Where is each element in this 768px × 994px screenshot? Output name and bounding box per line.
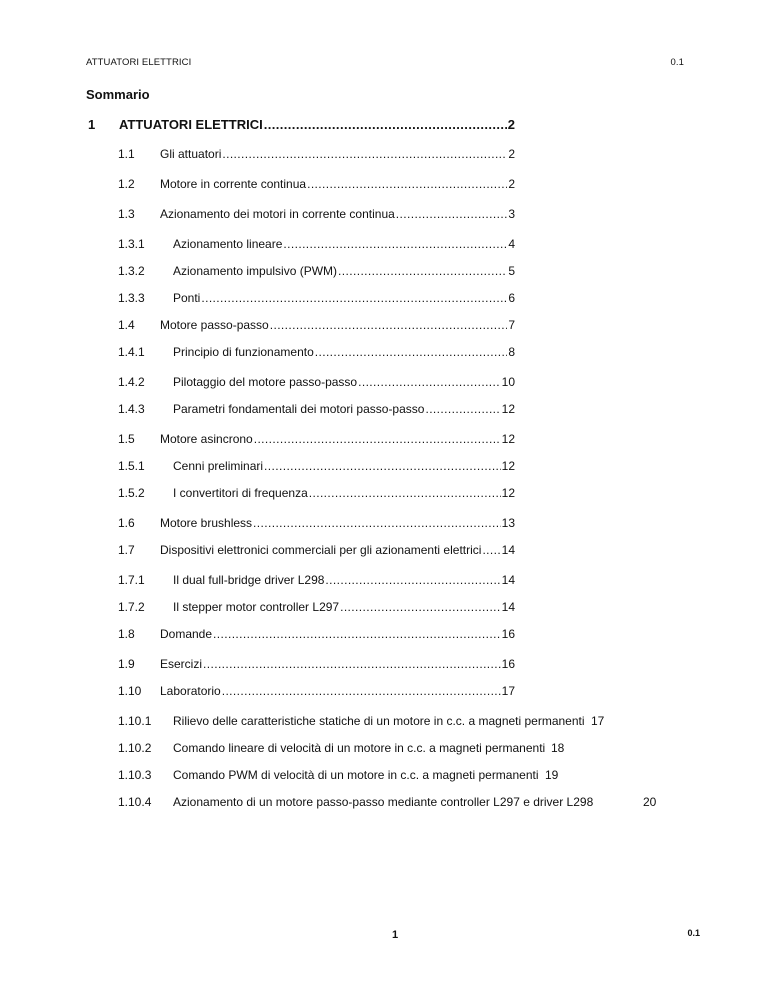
toc-entry[interactable] xyxy=(0,237,768,253)
toc-entry-label: Motore brushless xyxy=(160,516,253,530)
toc-entry-link[interactable] xyxy=(173,375,515,389)
toc-entry-label: Il stepper motor controller L297 xyxy=(173,600,340,614)
toc-leader-dots xyxy=(307,177,507,191)
toc-entry-page: 2 xyxy=(507,117,515,132)
page-number: 1 xyxy=(392,929,399,941)
footer-version: 0.1 xyxy=(687,928,700,938)
toc-entry-number: 1.5.1 xyxy=(118,459,145,473)
toc-leader-dots xyxy=(425,402,500,416)
toc-entry-link[interactable] xyxy=(160,684,515,698)
toc-entry[interactable] xyxy=(0,117,768,133)
toc-entry[interactable] xyxy=(0,795,768,811)
toc-entry-number: 1.6 xyxy=(118,516,135,530)
toc-entry-label[interactable]: Comando PWM di velocità di un motore in c.c. a magneti permanenti xyxy=(173,768,539,782)
toc-entry-link[interactable] xyxy=(173,264,515,278)
toc-entry-number: 1.10.4 xyxy=(118,795,152,809)
toc-entry-label: Domande xyxy=(160,627,213,641)
toc-entry-link[interactable] xyxy=(160,516,515,530)
toc-entry-link[interactable] xyxy=(173,291,515,305)
toc-entry-link[interactable] xyxy=(160,543,515,557)
toc-entry-page: 16 xyxy=(501,657,515,671)
toc-entry-page: 17 xyxy=(501,684,515,698)
toc-leader-dots xyxy=(338,264,507,278)
toc-entry-label: I convertitori di frequenza xyxy=(173,486,308,500)
toc-leader-dots xyxy=(222,147,507,161)
toc-entry-number: 1.8 xyxy=(118,627,135,641)
toc-leader-dots xyxy=(315,345,508,359)
toc-entry-number: 1.4.2 xyxy=(118,375,145,389)
toc-entry-page: 2 xyxy=(508,147,515,161)
toc-entry[interactable] xyxy=(0,147,768,163)
toc-entry-page: 6 xyxy=(508,291,515,305)
toc-leader-dots xyxy=(203,657,501,671)
toc-entry-label: Dispositivi elettronici commerciali per gli azionamenti elettrici xyxy=(160,543,482,557)
toc-entry-page: 4 xyxy=(508,237,515,251)
toc-entry-link[interactable] xyxy=(173,600,515,614)
toc-leader-dots xyxy=(254,432,501,446)
toc-entry-link[interactable] xyxy=(160,318,515,332)
toc-entry-number: 1.10 xyxy=(118,684,142,698)
toc-entry-page: 14 xyxy=(501,600,515,614)
toc-entry-page: 3 xyxy=(508,207,515,221)
toc-entry-label: Esercizi xyxy=(160,657,203,671)
toc-entry-label: Ponti xyxy=(173,291,201,305)
toc-entry-link[interactable] xyxy=(173,237,515,251)
toc-entry-link[interactable] xyxy=(173,402,515,416)
toc-entry[interactable] xyxy=(0,516,768,532)
toc-entry[interactable] xyxy=(0,768,768,784)
toc-leader-dots xyxy=(325,573,500,587)
toc-entry[interactable] xyxy=(0,375,768,391)
toc-entry-label: Azionamento impulsivo (PWM) xyxy=(173,264,338,278)
toc-entry-link[interactable] xyxy=(119,117,515,132)
toc-leader-dots xyxy=(340,600,501,614)
toc-entry-number: 1.1 xyxy=(118,147,135,161)
toc-entry-number: 1.7 xyxy=(118,543,135,557)
toc-leader-dots xyxy=(270,318,508,332)
toc-entry-label: Principio di funzionamento xyxy=(173,345,314,359)
toc-entry-page: 16 xyxy=(501,627,515,641)
toc-entry[interactable] xyxy=(0,573,768,589)
toc-entry[interactable] xyxy=(0,291,768,307)
toc-entry-label: Azionamento lineare xyxy=(173,237,283,251)
toc-entry-label[interactable]: Rilievo delle caratteristiche statiche di un motore in c.c. a magneti permanenti xyxy=(173,714,585,728)
toc-entry-label[interactable]: Comando lineare di velocità di un motore in c.c. a magneti permanenti xyxy=(173,741,546,755)
toc-entry-link[interactable] xyxy=(160,207,515,221)
toc-leader-dots xyxy=(396,207,508,221)
toc-entry-page: 10 xyxy=(501,375,515,389)
running-header-title: ATTUATORI ELETTRICI xyxy=(86,57,192,68)
page-title: Sommario xyxy=(86,87,150,102)
toc-entry-page: 12 xyxy=(501,459,515,473)
toc-entry-link[interactable] xyxy=(160,177,515,191)
toc-entry-page: 8 xyxy=(508,345,515,359)
toc-entry-page: 14 xyxy=(501,573,515,587)
toc-entry-link[interactable] xyxy=(173,486,515,500)
toc-entry-number: 1.10.2 xyxy=(118,741,152,755)
toc-entry[interactable] xyxy=(0,177,768,193)
toc-entry-page: 14 xyxy=(501,543,515,557)
toc-entry-label[interactable]: Azionamento di un motore passo-passo mediante controller L297 e driver L298 xyxy=(173,795,594,809)
toc-entry-link[interactable] xyxy=(160,627,515,641)
toc-leader-dots xyxy=(482,543,500,557)
toc-entry-link[interactable] xyxy=(160,657,515,671)
toc-entry-number: 1.7.2 xyxy=(118,600,145,614)
toc-entry-number: 1.3.2 xyxy=(118,264,145,278)
toc-entry-number: 1.9 xyxy=(118,657,135,671)
toc-entry[interactable] xyxy=(0,486,768,502)
toc-entry-page: 18 xyxy=(551,741,565,755)
toc-entry[interactable] xyxy=(0,657,768,673)
toc-entry-label: ATTUATORI ELETTRICI xyxy=(119,117,263,132)
toc-entry-page: 20 xyxy=(643,795,657,809)
toc-entry-label: Cenni preliminari xyxy=(173,459,264,473)
toc-entry[interactable] xyxy=(0,684,768,700)
toc-entry-number: 1.3.3 xyxy=(118,291,145,305)
toc-entry-label: Motore asincrono xyxy=(160,432,253,446)
toc-entry-label: Azionamento dei motori in corrente continua xyxy=(160,207,395,221)
toc-entry-label: Il dual full-bridge driver L298 xyxy=(173,573,325,587)
toc-entry-label: Motore in corrente continua xyxy=(160,177,307,191)
toc-entry[interactable] xyxy=(0,318,768,334)
toc-entry-page: 17 xyxy=(591,714,605,728)
toc-entry-label: Gli attuatori xyxy=(160,147,222,161)
toc-entry[interactable] xyxy=(0,543,768,559)
toc-entry[interactable] xyxy=(0,741,768,757)
toc-entry-label: Motore passo-passo xyxy=(160,318,269,332)
toc-entry[interactable] xyxy=(0,627,768,643)
toc-entry-page: 12 xyxy=(501,486,515,500)
toc-entry-link[interactable] xyxy=(160,432,515,446)
toc-entry-number: 1.10.3 xyxy=(118,768,152,782)
toc-entry[interactable] xyxy=(0,207,768,223)
toc-leader-dots xyxy=(253,516,501,530)
toc-leader-dots xyxy=(358,375,501,389)
toc-entry-number: 1.4.1 xyxy=(118,345,145,359)
toc-entry-number: 1 xyxy=(88,117,96,132)
toc-entry-link[interactable] xyxy=(173,573,515,587)
toc-entry[interactable] xyxy=(0,714,768,730)
toc-entry-number: 1.3.1 xyxy=(118,237,145,251)
toc-entry[interactable] xyxy=(0,345,768,361)
toc-entry-number: 1.5 xyxy=(118,432,135,446)
toc-leader-dots xyxy=(213,627,501,641)
toc-entry-label: Laboratorio xyxy=(160,684,221,698)
toc-entry-link[interactable] xyxy=(160,147,515,161)
toc-entry-page: 12 xyxy=(501,402,515,416)
toc-entry-number: 1.3 xyxy=(118,207,135,221)
toc-leader-dots xyxy=(201,291,507,305)
toc-entry-number: 1.2 xyxy=(118,177,135,191)
toc-entry-link[interactable] xyxy=(173,459,515,473)
toc-entry-number: 1.4 xyxy=(118,318,135,332)
toc-entry-page: 2 xyxy=(508,177,515,191)
toc-entry-page: 7 xyxy=(508,318,515,332)
toc-entry[interactable] xyxy=(0,432,768,448)
toc-entry-page: 12 xyxy=(501,432,515,446)
toc-entry-page: 19 xyxy=(545,768,559,782)
toc-leader-dots xyxy=(309,486,501,500)
toc-entry-number: 1.7.1 xyxy=(118,573,145,587)
toc-entry[interactable] xyxy=(0,402,768,418)
toc-entry[interactable] xyxy=(0,459,768,475)
toc-entry[interactable] xyxy=(0,264,768,280)
toc-leader-dots xyxy=(264,117,507,132)
toc-entry-link[interactable] xyxy=(173,345,515,359)
toc-entry-number: 1.10.1 xyxy=(118,714,152,728)
toc-entry-label: Parametri fondamentali dei motori passo-passo xyxy=(173,402,425,416)
running-header-version: 0.1 xyxy=(670,57,684,68)
toc-leader-dots xyxy=(283,237,507,251)
toc-entry[interactable] xyxy=(0,600,768,616)
toc-entry-number: 1.5.2 xyxy=(118,486,145,500)
toc-entry-page: 13 xyxy=(501,516,515,530)
toc-entry-number: 1.4.3 xyxy=(118,402,145,416)
toc-entry-page: 5 xyxy=(508,264,515,278)
toc-entry-label: Pilotaggio del motore passo-passo xyxy=(173,375,358,389)
toc-leader-dots xyxy=(222,684,501,698)
toc-leader-dots xyxy=(264,459,501,473)
